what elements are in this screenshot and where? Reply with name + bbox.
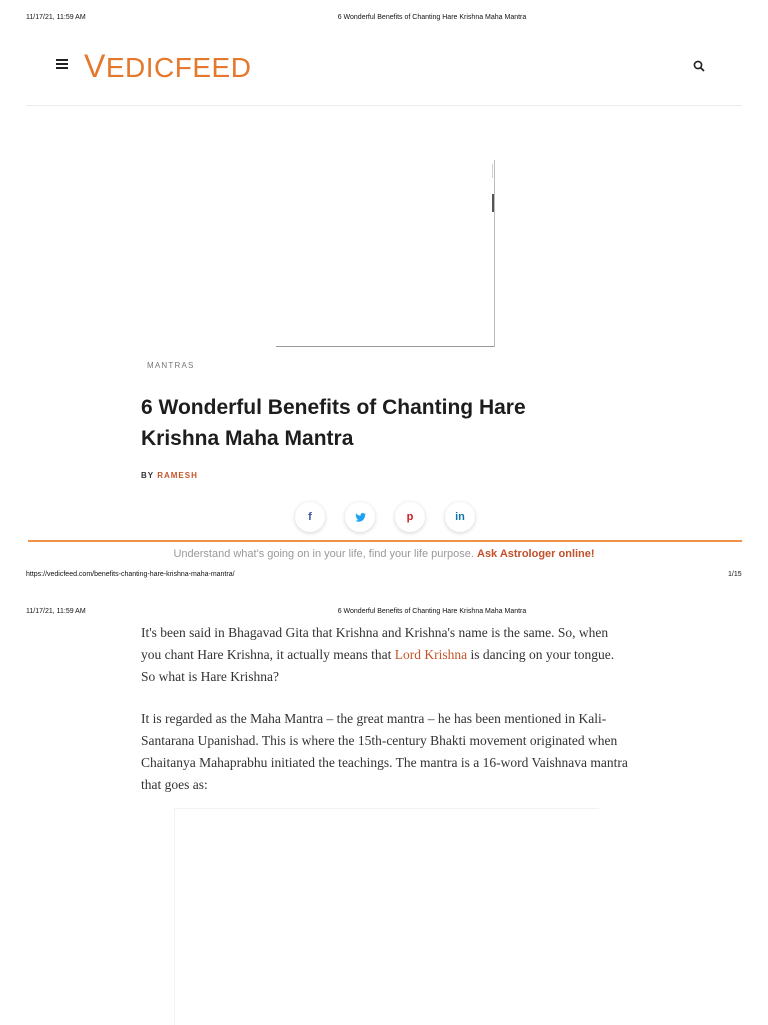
print-doc-title: 6 Wonderful Benefits of Chanting Hare Krishna Maha Mantra (337, 14, 527, 21)
paragraph-intro (141, 622, 631, 688)
astrologer-promo (0, 548, 768, 560)
site-logo[interactable] (84, 48, 251, 85)
paragraph-maha-mantra: It is regarded as the Maha Mantra – the great mantra – he has been mentioned in Kali-Santarana Upanishad. This is where the 15th-century Bhakti movement originated when Chaitanya Mahaprabhu initiated the teachings. The mantra is a 16-word Vaishnava mantra that goes as: (141, 711, 628, 792)
ad-placeholder (276, 160, 495, 347)
print-page-number: 1/15 (728, 571, 742, 578)
print-datetime: 11/17/21, 11:59 AM (26, 608, 86, 615)
paragraph-intro-start: It's been said in Bhagavad Gita that Krishna and Krishna's name is the same. So, when you chant Hare Krishna, it actually means that (141, 625, 609, 662)
linkedin-share-button[interactable] (445, 502, 475, 532)
paragraph-intro-end: is dancing on your tongue. So what is Hare Krishna? (141, 647, 615, 684)
byline (141, 471, 198, 480)
logo-initial: V (84, 48, 106, 84)
embedded-media-placeholder (174, 808, 599, 1025)
pinterest-icon: p (406, 511, 414, 523)
print-datetime: 11/17/21, 11:59 AM (26, 14, 86, 21)
twitter-icon (355, 513, 366, 522)
linkedin-icon: in (455, 511, 465, 523)
search-icon[interactable] (693, 60, 705, 72)
byline-prefix: BY (141, 471, 154, 480)
facebook-icon: f (308, 511, 312, 523)
print-doc-title: 6 Wonderful Benefits of Chanting Hare Krishna Maha Mantra (337, 608, 527, 615)
ask-astrologer-link[interactable]: Ask Astrologer online! (477, 548, 595, 560)
author-link[interactable]: RAMESH (157, 471, 198, 480)
pinterest-share-button[interactable] (395, 502, 425, 532)
facebook-share-button[interactable] (295, 502, 325, 532)
ad-mark (492, 164, 493, 178)
ad-mark (492, 194, 494, 212)
article-title: 6 Wonderful Benefits of Chanting Hare Krishna Maha Mantra (141, 396, 526, 450)
logo-text: EDICFEED (105, 52, 252, 83)
category-label[interactable]: MANTRAS (147, 361, 195, 370)
header-divider (26, 105, 742, 106)
hamburger-menu-icon[interactable] (56, 59, 68, 71)
lord-krishna-link[interactable]: Lord Krishna (394, 647, 468, 662)
promo-divider (28, 540, 742, 542)
twitter-share-button[interactable] (345, 502, 375, 532)
promo-text: Understand what's going on in your life, find your life purpose. (173, 548, 474, 560)
print-page-url: https://vedicfeed.com/benefits-chanting-hare-krishna-maha-mantra/ (26, 571, 235, 578)
